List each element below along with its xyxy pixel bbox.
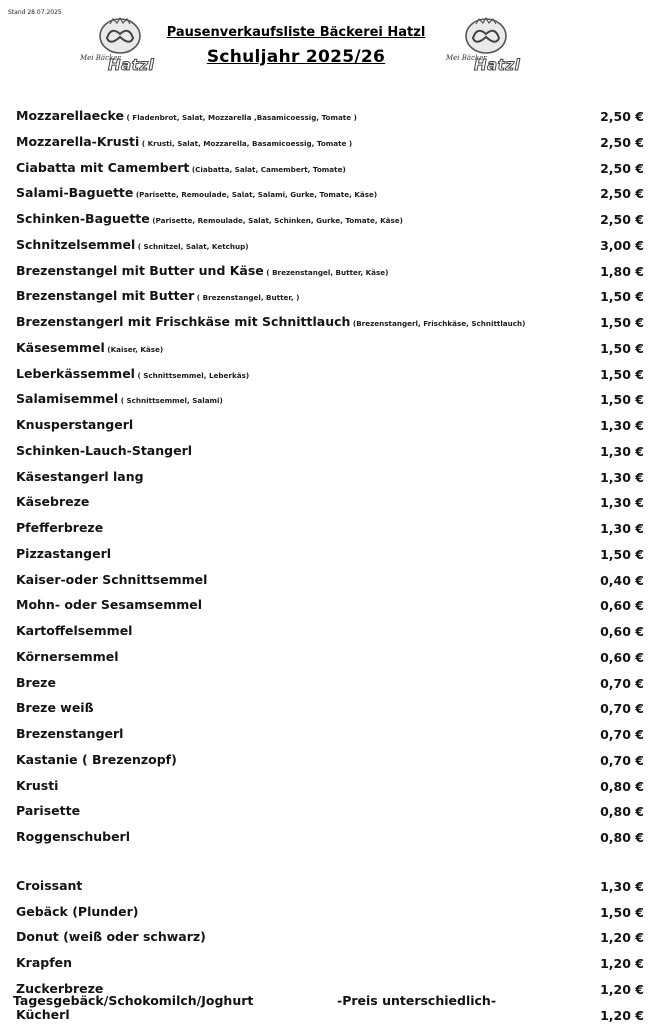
- item-title: Pfefferbreze: [16, 520, 103, 535]
- item-title: Zuckerbreze: [16, 981, 103, 996]
- item-price: 1,50 €: [600, 367, 644, 382]
- item-price: 1,20 €: [600, 956, 644, 971]
- item-title: Mozzarella-Krusti: [16, 134, 139, 149]
- item-name: [16, 520, 103, 535]
- item-name: [16, 340, 163, 355]
- list-item: [16, 546, 644, 572]
- item-title: Knusperstangerl: [16, 417, 133, 432]
- item-name: [16, 929, 206, 944]
- item-name: [16, 134, 352, 149]
- item-title: Brezenstangel mit Butter: [16, 288, 194, 303]
- item-price: 1,20 €: [600, 982, 644, 997]
- item-price: 1,30 €: [600, 521, 644, 536]
- item-name: [16, 623, 132, 638]
- item-ingredients: (Parisette, Remoulade, Salat, Salami, Gurke, Tomate, Käse): [133, 190, 377, 199]
- item-ingredients: ( Krusti, Salat, Mozzarella, Basamicoessig, Tomate ): [139, 139, 352, 148]
- item-title: Körnersemmel: [16, 649, 119, 664]
- item-name: [16, 726, 123, 741]
- list-item: [16, 955, 644, 981]
- item-price: 0,70 €: [600, 676, 644, 691]
- list-item: [16, 878, 644, 904]
- item-price: 1,30 €: [600, 495, 644, 510]
- list-item: [16, 160, 644, 186]
- list-item: [16, 726, 644, 752]
- list-item: [16, 391, 644, 417]
- item-price: 1,30 €: [600, 444, 644, 459]
- item-price: 1,80 €: [600, 264, 644, 279]
- logo-small-text: Mei Bäcker: [80, 54, 121, 62]
- item-name: [16, 803, 80, 818]
- item-price: 0,80 €: [600, 830, 644, 845]
- list-item: [16, 752, 644, 778]
- list-item: [16, 778, 644, 804]
- list-item: [16, 597, 644, 623]
- item-name: [16, 752, 177, 767]
- item-price: 0,80 €: [600, 804, 644, 819]
- item-name: [16, 904, 138, 919]
- list-item: [16, 1007, 644, 1032]
- item-name: [16, 160, 346, 175]
- item-price: 1,20 €: [600, 1008, 644, 1023]
- item-title: Schinken-Baguette: [16, 211, 150, 226]
- item-ingredients: (Kaiser, Käse): [105, 345, 163, 354]
- item-name: [16, 288, 299, 303]
- list-item: [16, 314, 644, 340]
- list-item: [16, 417, 644, 443]
- item-price: 1,30 €: [600, 879, 644, 894]
- item-title: Schinken-Lauch-Stangerl: [16, 443, 192, 458]
- item-ingredients: (Ciabatta, Salat, Camembert, Tomate): [189, 165, 345, 174]
- item-ingredients: (Parisette, Remoulade, Salat, Schinken, Gurke, Tomate, Käse): [150, 216, 403, 225]
- list-item: [16, 904, 644, 930]
- item-title: Leberkässemmel: [16, 366, 135, 381]
- item-title: Breze: [16, 675, 56, 690]
- item-price: 1,50 €: [600, 315, 644, 330]
- item-title: Pizzastangerl: [16, 546, 111, 561]
- item-price: 1,20 €: [600, 930, 644, 945]
- list-item: [16, 211, 644, 237]
- item-name: [16, 263, 388, 278]
- pastry-items: [16, 878, 644, 1032]
- item-title: Brezenstangerl mit Frischkäse mit Schnittlauch: [16, 314, 350, 329]
- item-price: 0,70 €: [600, 727, 644, 742]
- item-price: 0,40 €: [600, 573, 644, 588]
- list-item: [16, 340, 644, 366]
- item-name: [16, 366, 249, 381]
- item-price: 0,60 €: [600, 624, 644, 639]
- item-name: [16, 955, 72, 970]
- stand-date: Stand 28.07.2025: [8, 9, 62, 16]
- item-name: [16, 700, 94, 715]
- item-price: 2,50 €: [600, 135, 644, 150]
- list-item: [16, 829, 644, 855]
- footer-daily-items: Tagesgebäck/Schokomilch/Joghurt: [13, 993, 253, 1008]
- item-title: Salamisemmel: [16, 391, 118, 406]
- item-name: [16, 675, 56, 690]
- logo-small-text: Mei Bäcker: [446, 54, 487, 62]
- item-price: 0,80 €: [600, 779, 644, 794]
- item-title: Salami-Baguette: [16, 185, 133, 200]
- item-ingredients: ( Brezenstangel, Butter, Käse): [264, 268, 389, 277]
- logo-brand-text: Hatzl: [474, 56, 520, 74]
- item-price: 1,30 €: [600, 418, 644, 433]
- item-title: Kaiser-oder Schnittsemmel: [16, 572, 207, 587]
- item-title: Gebäck (Plunder): [16, 904, 138, 919]
- item-name: [16, 314, 525, 329]
- item-ingredients: ( Schnittsemmel, Leberkäs): [135, 371, 249, 380]
- product-items: [16, 108, 644, 855]
- item-name: [16, 185, 377, 200]
- item-title: Kartoffelsemmel: [16, 623, 132, 638]
- item-price: 1,50 €: [600, 289, 644, 304]
- item-name: [16, 391, 223, 406]
- item-name: [16, 417, 133, 432]
- item-price: 1,30 €: [600, 470, 644, 485]
- item-title: Schnitzelsemmel: [16, 237, 135, 252]
- item-title: Kücherl: [16, 1007, 70, 1022]
- item-price: 2,50 €: [600, 186, 644, 201]
- list-item: [16, 494, 644, 520]
- list-item: [16, 134, 644, 160]
- school-year-title: Schuljahr 2025/26: [160, 47, 432, 67]
- item-ingredients: ( Brezenstangel, Butter, ): [194, 293, 299, 302]
- item-price: 2,50 €: [600, 161, 644, 176]
- item-price: 3,00 €: [600, 238, 644, 253]
- item-name: [16, 778, 58, 793]
- item-name: [16, 211, 403, 226]
- item-price: 1,50 €: [600, 341, 644, 356]
- item-title: Mozzarellaecke: [16, 108, 124, 123]
- list-item: [16, 185, 644, 211]
- item-title: Breze weiß: [16, 700, 94, 715]
- list-item: [16, 623, 644, 649]
- price-list: [16, 108, 644, 1032]
- logo-brand-text: Hatzl: [108, 56, 154, 74]
- item-price: 1,50 €: [600, 547, 644, 562]
- list-item: [16, 572, 644, 598]
- bakery-logo-left: [74, 16, 166, 78]
- list-item: [16, 520, 644, 546]
- item-price: 2,50 €: [600, 212, 644, 227]
- item-title: Ciabatta mit Camembert: [16, 160, 189, 175]
- item-name: [16, 237, 249, 252]
- item-ingredients: ( Fladenbrot, Salat, Mozzarella ,Basamicoessig, Tomate ): [124, 113, 357, 122]
- list-item: [16, 649, 644, 675]
- item-name: [16, 1007, 70, 1022]
- item-price: 0,70 €: [600, 701, 644, 716]
- item-title: Donut (weiß oder schwarz): [16, 929, 206, 944]
- item-title: Kastanie ( Brezenzopf): [16, 752, 177, 767]
- item-title: Mohn- oder Sesamsemmel: [16, 597, 202, 612]
- document-title: Pausenverkaufsliste Bäckerei Hatzl: [160, 25, 432, 40]
- item-name: [16, 469, 144, 484]
- item-title: Krapfen: [16, 955, 72, 970]
- item-price: 0,60 €: [600, 598, 644, 613]
- item-name: [16, 572, 207, 587]
- item-title: Croissant: [16, 878, 82, 893]
- section-gap: [16, 855, 644, 878]
- item-name: [16, 597, 202, 612]
- item-price: 0,70 €: [600, 753, 644, 768]
- list-item: [16, 469, 644, 495]
- item-title: Käsesemmel: [16, 340, 105, 355]
- item-ingredients: ( Schnittsemmel, Salami): [118, 396, 223, 405]
- item-title: Krusti: [16, 778, 58, 793]
- list-item: [16, 366, 644, 392]
- item-ingredients: ( Schnitzel, Salat, Ketchup): [135, 242, 248, 251]
- item-title: Käsebreze: [16, 494, 89, 509]
- item-name: [16, 649, 119, 664]
- item-title: Brezenstangerl: [16, 726, 123, 741]
- item-name: [16, 108, 357, 123]
- list-item: [16, 443, 644, 469]
- list-item: [16, 237, 644, 263]
- item-price: 2,50 €: [600, 109, 644, 124]
- list-item: [16, 675, 644, 701]
- list-item: [16, 700, 644, 726]
- item-name: [16, 878, 82, 893]
- list-item: [16, 288, 644, 314]
- item-name: [16, 443, 192, 458]
- item-title: Roggenschuberl: [16, 829, 130, 844]
- bakery-logo-right: [440, 16, 532, 78]
- list-item: [16, 263, 644, 289]
- item-name: [16, 546, 111, 561]
- item-title: Brezenstangel mit Butter und Käse: [16, 263, 264, 278]
- item-name: [16, 829, 130, 844]
- list-item: [16, 108, 644, 134]
- item-price: 0,60 €: [600, 650, 644, 665]
- item-ingredients: (Brezenstangerl, Frischkäse, Schnittlauch): [350, 319, 525, 328]
- footer-price-note: -Preis unterschiedlich-: [337, 993, 496, 1008]
- list-item: [16, 803, 644, 829]
- item-title: Käsestangerl lang: [16, 469, 144, 484]
- list-item: [16, 929, 644, 955]
- item-price: 1,50 €: [600, 392, 644, 407]
- item-price: 1,50 €: [600, 905, 644, 920]
- item-name: [16, 494, 89, 509]
- item-title: Parisette: [16, 803, 80, 818]
